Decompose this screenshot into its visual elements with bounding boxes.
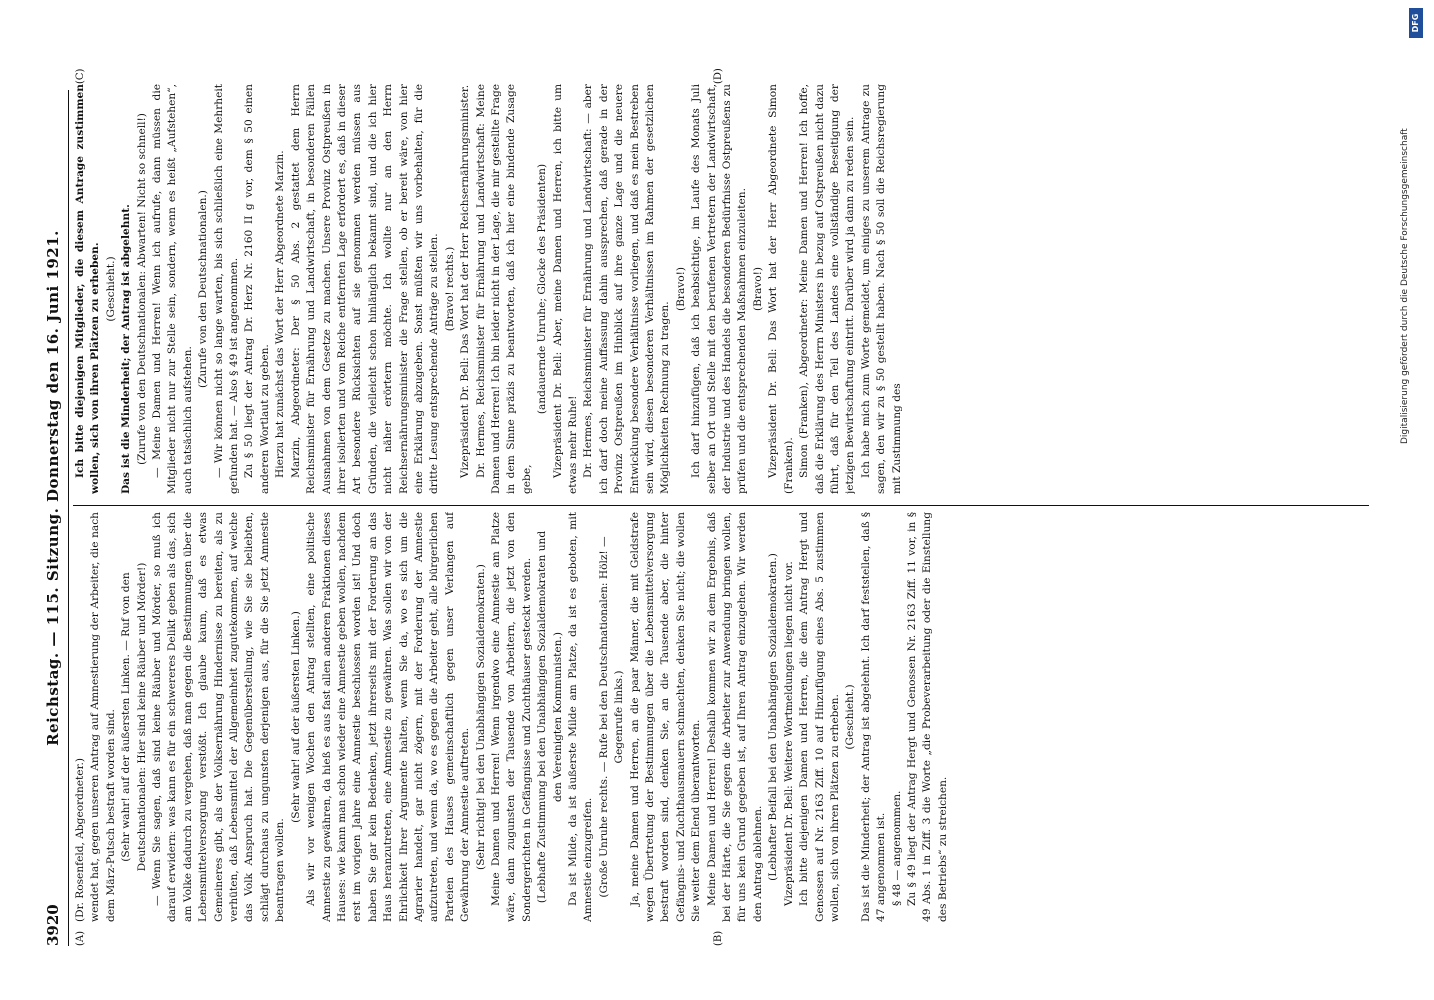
interjection: (Geschieht.) xyxy=(844,684,857,750)
margin-label-d: (D) xyxy=(713,68,724,84)
body-paragraph: Als wir vor wenigen Wochen den Antrag stellten, eine politische Amnestie zu gewähren, da hieß es aus fast allen anderen Fraktionen dieses Hauses: wie kann man schon wieder eine Amnestie geben wollen, nachdem erst im vorigen Jahre eine Amnestie beschlossen worden ist! Und doch haben Sie gar kein Bedenken, jetzt ihrerseits mit der Forderung an das Haus heranzutreten, eine Amnestie zu gewähren. Was sollen wir von der Ehrlichkeit Ihrer Argumente halten, wenn Sie da, wo es sich um die Agrarier handelt, gar nicht zögern, mit der Forderung der Amnestie aufzutreten, und wenn da, wo es gegen die Arbeiter geht, alle bürgerlichen Parteien des Hauses gemeinschaftlich gegen unser Verlangen auf Gewährung der Amnestie auftreten. xyxy=(305,512,472,922)
speaker-paragraph: Dr. Hermes, Reichsminister für Ernährung und Landwirtschaft: Meine Damen und Herren! Ich bin leider nicht in der Lage, die mir gestellte Frage in dem Sinne präzis zu beantworten, daß ich hier eine bindende Zusage gebe, xyxy=(474,84,533,494)
presiding-remark: Vizepräsident Dr. Bell: Das Wort hat der Herr Reichsernährungsminister. xyxy=(459,84,472,478)
page-number: 3920 xyxy=(44,904,62,946)
interjection: (Sehr richtig! bei den Unabhängigen Sozialdemokraten.) xyxy=(474,564,487,870)
presiding-remark: Vizepräsident Dr. Bell: Das Wort hat der Herr Abgeordnete Simon (Franken). xyxy=(767,84,795,494)
body-paragraph: Ich bitte diejenigen Damen und Herren, die dem Antrag Hergt und Genossen auf Nr. 2163 Ziff. 10 auf Hinzufügung eines Abs. 5 zustimmen wollen, sich von ihren Plätzen zu erheben. xyxy=(798,512,841,922)
left-column xyxy=(73,512,1369,922)
margin-label-a: (A) xyxy=(75,930,86,946)
column-divider xyxy=(73,505,1369,506)
interjection: (Bravo!) xyxy=(674,266,687,312)
interjection: (Lebhafter Beifall bei den Unabhängigen Sozialdemokraten.) xyxy=(767,553,780,881)
body-paragraph: — Wir können nicht so lange warten, bis sich schließlich eine Mehrheit gefunden hat. — Also § 49 ist angenommen. xyxy=(212,84,241,494)
interjection: (Sehr wahr! auf der äußersten Linken.) xyxy=(289,611,302,823)
text-columns xyxy=(73,68,1369,946)
speaker-paragraph: Simon (Franken), Abgeordneter: Meine Damen und Herren! Ich hoffe, daß die Erklärung des Herrn Ministers in bezug auf Ostpreußen nicht dazu führt, daß für den Teil des Landes eine vollständige Beseitigung der jetzigen Bewirtschaftung eintritt. Darüber wird ja dann zu reden sein. xyxy=(798,84,857,494)
body-paragraph: Zu § 50 liegt der Antrag Dr. Herz Nr. 2160 II g vor, dem § 50 einen anderen Wortlaut zu geben. xyxy=(243,84,271,494)
digitization-note-text: Digitalisierung gefördert durch die Deutsche Forschungsgemeinschaft xyxy=(1400,128,1410,444)
interjection: (Zurufe von den Deutschnationalen.) xyxy=(197,190,210,388)
interjection: (andauernde Unruhe; Glocke des Präsidenten) xyxy=(536,163,549,415)
body-paragraph: Ich darf hinzufügen, daß ich beabsichtige, im Laufe des Monats Juli selber an Ort und Stelle mit den berufenen Vertretern der Landwirtschaft, der Industrie und des Handels die besonderen Bedürfnisse Ostpreußens zu prüfen und die entsprechenden Maßnahmen einzuleiten. xyxy=(690,84,749,494)
body-paragraph: — Wenn Sie sagen, daß sind keine Räuber und Mörder, so muß ich darauf erwidern: was kann es für ein schwereres Delikt geben als das, sich am Volke dadurch zu vergehen, daß man gegen die Bestimmungen über die Lebensmittelversorgung verstößt. Ich glaube kaum, daß es etwas Gemeineres gibt, als der Volksernährung Hindernisse zu bereiten, als zu verhüten, daß Lebensmittel der Allgemeinheit zugutekommen, auf welche das Volk Anspruch hat. Die Gegenüberstellung, wie Sie sie beliebten, schlägt durchaus zu ungunsten derjenigen aus, für die Sie jetzt Amnestie beantragen wollen. xyxy=(151,512,287,922)
presiding-remark: Vizepräsident Dr. Bell: Aber, meine Damen und Herren, ich bitte um etwas mehr Ruhe! xyxy=(551,84,579,494)
interjection: (Bravo!) xyxy=(751,266,764,312)
interjection: (Lebhafte Zustimmung bei den Unabhängigen Sozialdemokraten und den Vereinigten Kommunisten.) xyxy=(536,530,564,904)
interjection: (Sehr wahr! auf der äußersten Linken. — Ruf von den Deutschnationalen: Hier sind keine Räuber und Mörder!) xyxy=(120,562,148,872)
body-paragraph: Das ist die Minderheit; der Antrag ist abgelehnt. Ich darf feststellen, daß § 47 angenommen ist. xyxy=(859,512,888,922)
body-paragraph: Meine Damen und Herren! Wenn irgendwo eine Amnestie am Platze wäre, dann zugunsten der Tausende von Arbeitern, die jetzt von den Sondergerichten in Gefängnisse und Zuchthäuser gesteckt werden. xyxy=(489,512,533,922)
speaker-paragraph: Dr. Hermes, Reichsminister für Ernährung und Landwirtschaft: — aber ich darf doch meine Auffassung dahin aussprechen, daß gerade in der Provinz Ostpreußen im Hinblick auf ihre ganze Lage und die neuere Entwicklung besondere Verhältnisse vorliegen, und daß es mein Bestreben sein wird, diesen besonderen Verhältnissen im Rahmen der gesetzlichen Möglichkeiten Rechnung zu tragen. xyxy=(582,84,672,494)
body-paragraph: Zu § 49 liegt der Antrag Hergt und Genossen Nr. 2163 Ziff. 11 vor, in § 49 Abs. 1 in Ziff. 3 die Worte „die Probeverarbeitung oder die Einstellung des Betriebs“ zu streichen. xyxy=(905,512,949,922)
margin-label-c: (C) xyxy=(75,68,86,84)
rotated-document-page xyxy=(40,68,1370,958)
body-paragraph: Ich bitte diejenigen Mitglieder, die diesem Antrage zustimmen wollen, sich von ihren Plätzen zu erheben. xyxy=(74,84,102,494)
interjection: (Große Unruhe rechts. — Rufe bei den Deutschnationalen: Hölz! — Gegenrufe links.) xyxy=(597,536,626,898)
dfg-logo xyxy=(1409,8,1423,38)
right-column xyxy=(73,84,1369,494)
interjection: (Geschieht.) xyxy=(104,256,117,322)
interjection: (Bravo! rechts.) xyxy=(443,246,456,332)
speaker-paragraph: Marzin, Abgeordneter: Der § 50 Abs. 2 gestattet dem Herrn Reichsminister für Ernährung und Landwirtschaft, in besonderen Fällen Ausnahmen von dem Gesetze zu machen. Unsere Provinz Ostpreußen in ihrer isolierten und vom Reiche entfernten Lage erfordert es, daß in dieser Art besondere Rücksichten auf sie genommen werden müssen aus Gründen, die vielleicht schon hinlänglich bekannt sind, und die ich hier nicht näher erörtern möchte. Ich wollte nur an den Herrn Reichsernährungsminister die Frage stellen, ob er bereit wäre, von hier eine Erklärung abzugeben. Sonst müßten wir uns vorbehalten, für die dritte Lesung entsprechende Anträge zu stellen. xyxy=(289,84,441,494)
speaker-continuation: (Dr. Rosenfeld, Abgeordneter.) xyxy=(74,758,86,922)
body-paragraph: wendet hat, gegen unseren Antrag auf Amnestierung der Arbeiter, die nach dem März-Putsch bestraft worden sind. xyxy=(89,512,117,922)
body-paragraph: Meine Damen und Herren! Deshalb kommen wir zu dem Ergebnis, daß bei der Härte, die Sie gegen die Arbeiter zur Anwendung bringen wollen, für uns kein Grund gegeben ist, auf Ihren Antrag einzugehen. Wir werden den Antrag ablehnen. xyxy=(705,512,764,922)
body-paragraph: Das ist die Minderheit; der Antrag ist abgelehnt. xyxy=(120,204,133,494)
body-paragraph: Hierzu hat zunächst das Wort der Herr Abgeordnete Marzin. xyxy=(274,150,287,478)
presiding-remark: Vizepräsident Dr. Bell: Weitere Wortmeldungen liegen nicht vor. xyxy=(782,561,795,906)
digitization-note xyxy=(1400,24,1416,444)
dfg-logo-text: DFG xyxy=(1411,13,1420,33)
body-paragraph: Ich habe mich zum Worte gemeldet, um einiges zu unserem Antrage zu sagen, den wir zu § 50 gestellt haben. Nach § 50 soll die Reichsregierung mit Zustimmung des xyxy=(859,84,903,494)
running-title: Reichstag. — 115. Sitzung. Donnerstag den 16. Juni 1921. xyxy=(44,230,62,746)
body-paragraph: — Meine Damen und Herren! Wenn ich aufrufe, dann müssen die Mitglieder nicht nur zur Stelle sein, sondern, wenn es heißt „Aufstehen“, auch tatsächlich aufstehen. xyxy=(151,84,194,494)
body-paragraph: § 48 — angenommen. xyxy=(890,790,903,906)
page-header xyxy=(44,90,69,946)
interjection: (Zurufe von den Deutschnationalen: Abwarten! Nicht so schnell!) xyxy=(135,113,148,465)
body-paragraph: Da ist Milde, da ist äußerste Milde am Platze, da ist es geboten, mit Amnestie einzugreifen. xyxy=(567,512,595,922)
body-paragraph: Ja, meine Damen und Herren, an die paar Männer, die mit Geldstrafe wegen Übertretung der Bestimmungen über die Lebensmittelversorgung bestraft worden sind, denken Sie, an die Tausende aber, die hinter Gefängnis- und Zuchthausmauern schmachten, denken Sie nicht; die wollen Sie weiter dem Elend überantworten. xyxy=(628,512,703,922)
margin-label-b: (B) xyxy=(713,930,724,946)
